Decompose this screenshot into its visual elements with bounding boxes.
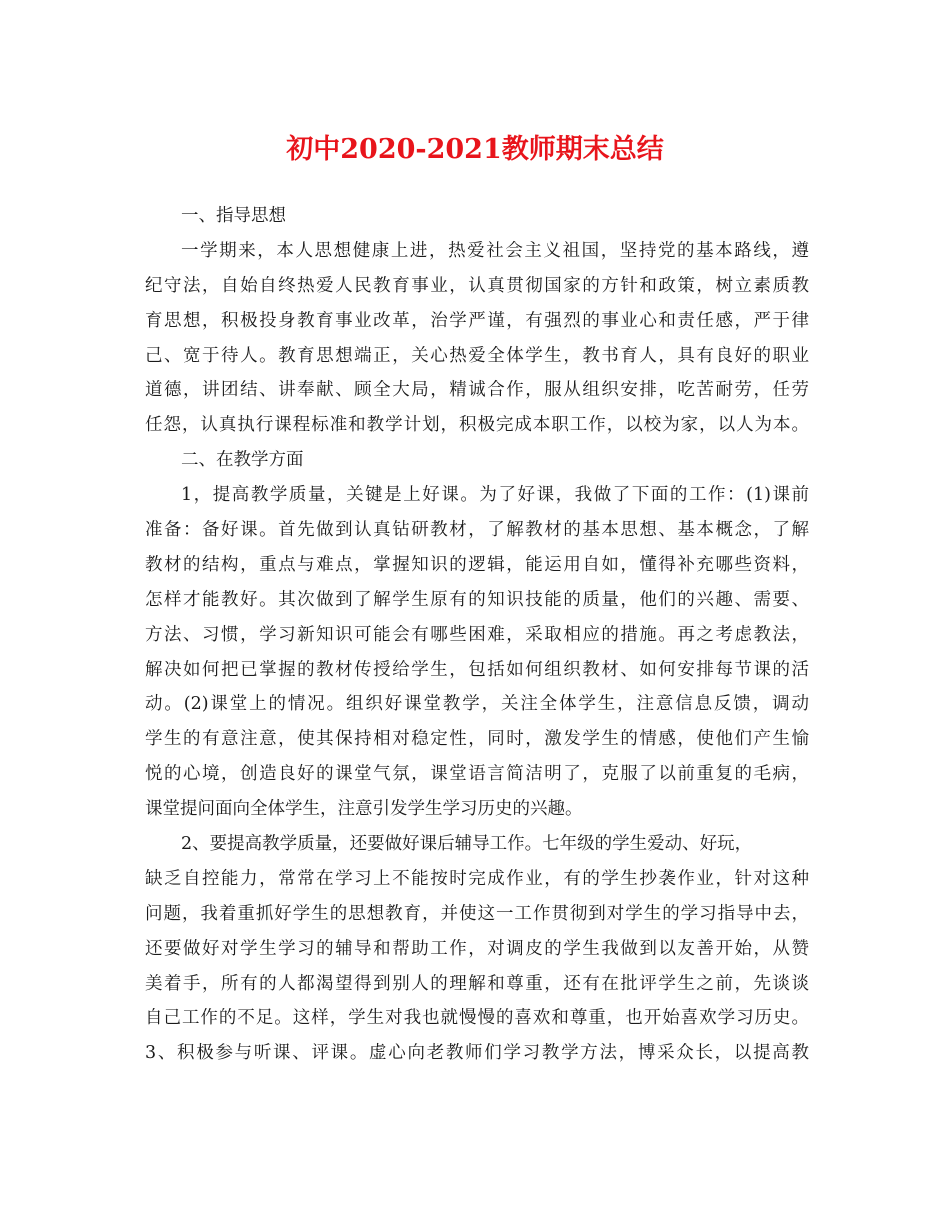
body-text-line: 解决如何把已掌握的教材传授给学生，包括如何组织教材、如何安排每节课的活	[145, 659, 809, 680]
body-text-line: 还要做好对学生学习的辅导和帮助工作，对调皮的学生我做到以友善开始，从赞	[145, 938, 809, 959]
body-text-line: 课堂提问面向全体学生，注意引发学生学习历史的兴趣。	[145, 799, 583, 820]
document-body	[145, 199, 809, 1071]
body-text-line: 缺乏自控能力，常常在学习上不能按时完成作业，有的学生抄袭作业，针对这种	[145, 868, 809, 889]
body-text-line: 怎样才能教好。其次做到了解学生原有的知识技能的质量，他们的兴趣、需要、	[145, 589, 809, 610]
body-text-line: 美着手，所有的人都渴望得到别人的理解和尊重，还有在批评学生之前，先谈谈	[145, 973, 809, 994]
body-text-line: 道德，讲团结、讲奉献、顾全大局，精诚合作，服从组织安排，吃苦耐劳，任劳	[145, 380, 809, 401]
document-title: 初中2020-2021教师期末总结	[286, 134, 664, 165]
body-text-line: 己、宽于待人。教育思想端正，关心热爱全体学生，教书育人，具有良好的职业	[145, 345, 809, 366]
body-text-line: 育思想，积极投身教育事业改革，治学严谨，有强烈的事业心和责任感，严于律	[145, 310, 809, 331]
body-text-line: 3、积极参与听课、评课。虚心向老教师们学习教学方法，博采众长，以提高教	[145, 1043, 809, 1064]
body-text-line: 2、要提高教学质量，还要做好课后辅导工作。七年级的学生爱动、好玩，	[181, 834, 753, 855]
body-text-line: 1，提高教学质量，关键是上好课。为了好课，我做了下面的工作：(1)课前	[181, 485, 809, 506]
body-text-line: 动。(2)课堂上的情况。组织好课堂教学，关注全体学生，注意信息反馈，调动	[145, 694, 809, 715]
body-text-line: 自己工作的不足。这样，学生对我也就慢慢的喜欢和尊重，也开始喜欢学习历史。	[145, 1008, 809, 1029]
body-text-line: 一、指导思想	[181, 206, 286, 226]
body-text-line: 方法、习惯，学习新知识可能会有哪些困难，采取相应的措施。再之考虑教法，	[145, 624, 809, 645]
body-text-line: 准备：备好课。首先做到认真钻研教材，了解教材的基本思想、基本概念，了解	[145, 520, 809, 541]
body-text-line: 任怨，认真执行课程标准和教学计划，积极完成本职工作，以校为家，以人为本。	[145, 415, 809, 436]
body-text-line: 问题，我着重抓好学生的思想教育，并使这一工作贯彻到对学生的学习指导中去，	[145, 903, 809, 924]
body-text-line: 二、在教学方面	[181, 450, 304, 471]
body-text-line: 一学期来，本人思想健康上进，热爱社会主义祖国，坚持党的基本路线，遵	[181, 240, 809, 261]
body-text-line: 教材的结构，重点与难点，掌握知识的逻辑，能运用自如，懂得补充哪些资料，	[145, 554, 809, 575]
body-text-line: 悦的心境，创造良好的课堂气氛，课堂语言简洁明了，克服了以前重复的毛病，	[145, 764, 809, 785]
body-text-line: 纪守法，自始自终热爱人民教育事业，认真贯彻国家的方针和政策，树立素质教	[145, 275, 809, 296]
body-text-line: 学生的有意注意，使其保持相对稳定性，同时，激发学生的情感，使他们产生愉	[145, 729, 809, 750]
